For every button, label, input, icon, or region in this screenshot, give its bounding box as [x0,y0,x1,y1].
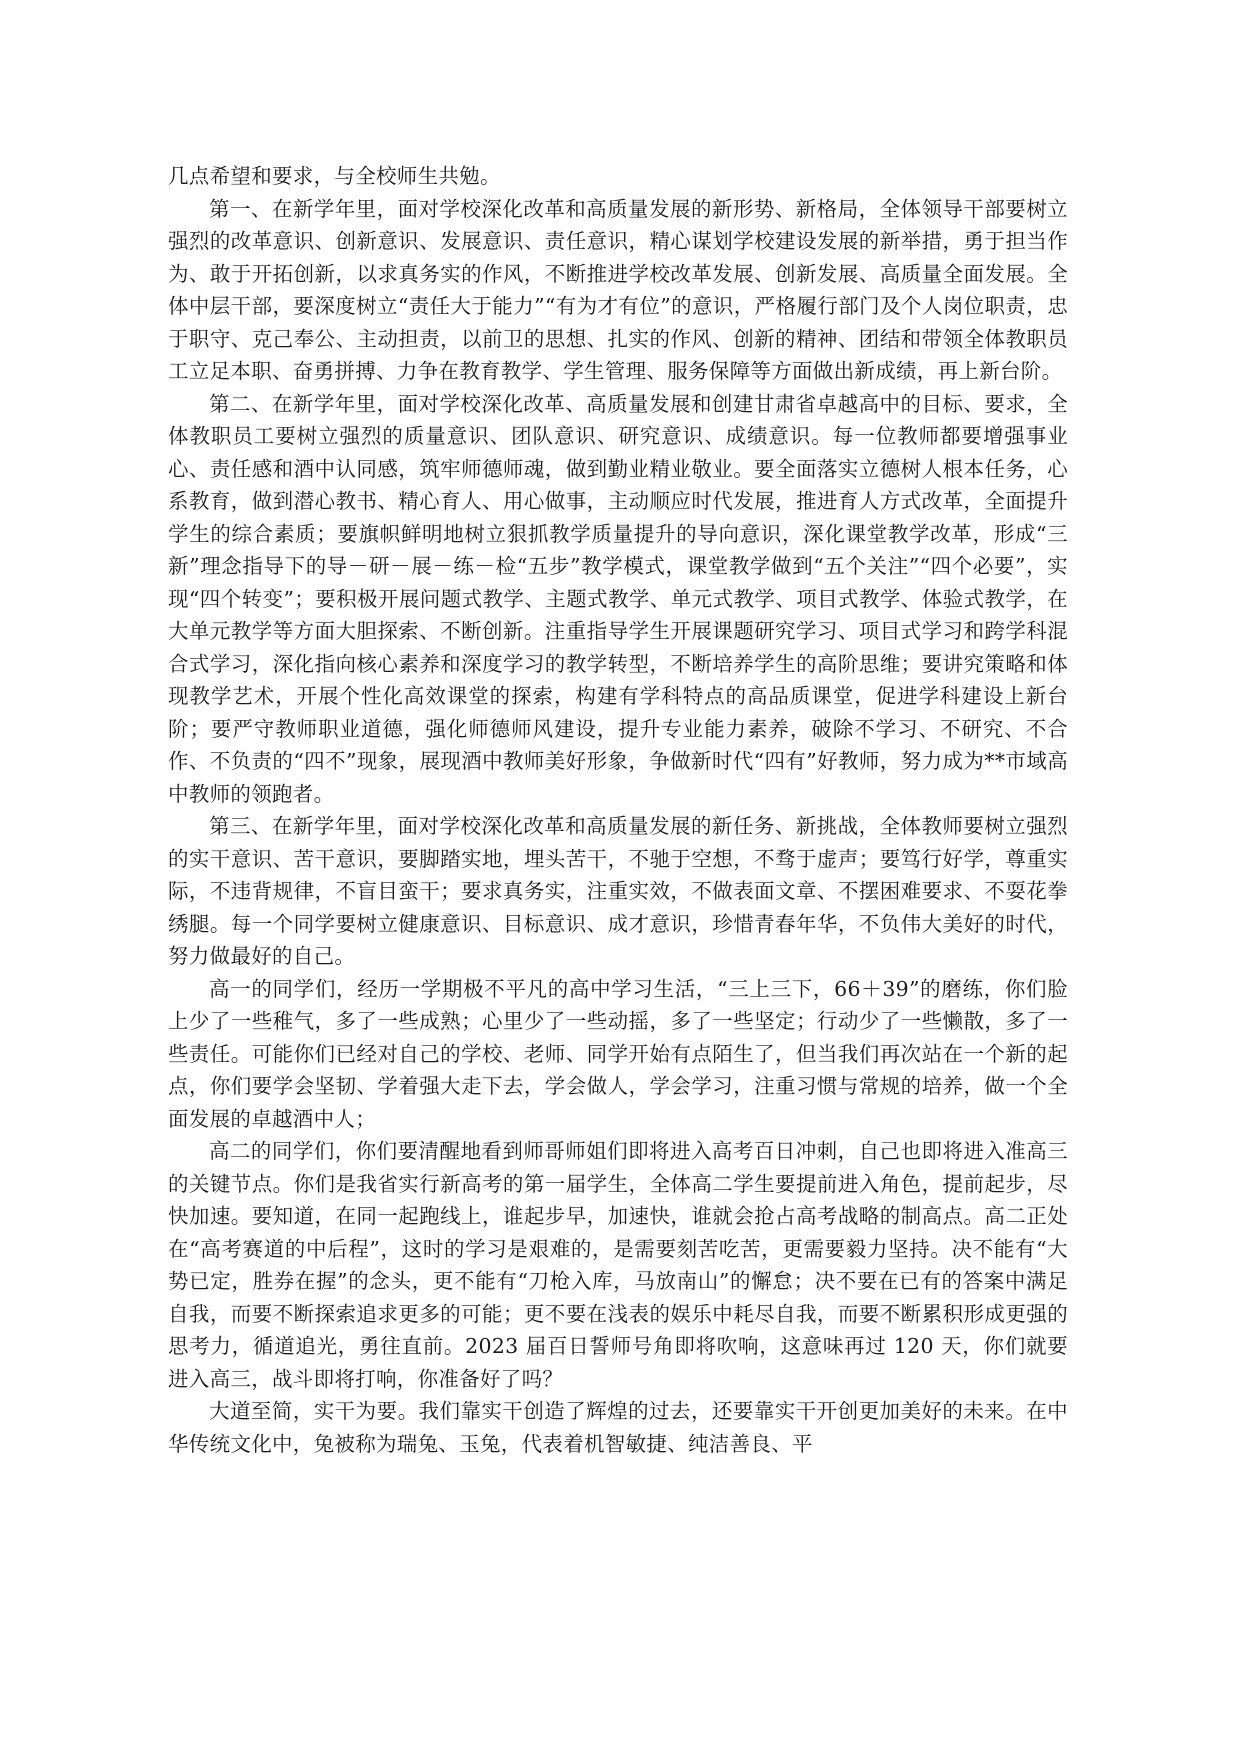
document-body [168,160,1068,1460]
paragraph-second: 第二、在新学年里，面对学校深化改革、高质量发展和创建甘肃省卓越高中的目标、要求，全体教职员工要树立强烈的质量意识、团队意识、研究意识、成绩意识。每一位教师都要增强事业心、责任感和酒中认同感，筑牢师德师魂，做到勤业精业敬业。要全面落实立德树人根本任务，心系教育，做到潜心教书、精心育人、用心做事，主动顺应时代发展，推进育人方式改革，全面提升学生的综合素质；要旗帜鲜明地树立狠抓教学质量提升的导向意识，深化课堂教学改革，形成“三新”理念指导下的导－研－展－练－检“五步”教学模式，课堂教学做到“五个关注”“四个必要”，实现“四个转变”；要积极开展问题式教学、主题式教学、单元式教学、项目式教学、体验式教学，在大单元教学等方面大胆探索、不断创新。注重指导学生开展课题研究学习、项目式学习和跨学科混合式学习，深化指向核心素养和深度学习的教学转型，不断培养学生的高阶思维；要讲究策略和体现教学艺术，开展个性化高效课堂的探索，构建有学科特点的高品质课堂，促进学科建设上新台阶；要严守教师职业道德，强化师德师风建设，提升专业能力素养，破除不学习、不研究、不合作、不负责的“四不”现象，展现酒中教师美好形象，争做新时代“四有”好教师，努力成为**市域高中教师的领跑者。 [168,391,1068,806]
paragraph-closing: 大道至简，实干为要。我们靠实干创造了辉煌的过去，还要靠实干开创更加美好的未来。在中华传统文化中，兔被称为瑞兔、玉兔，代表着机智敏捷、纯洁善良、平 [168,1399,1068,1456]
paragraph-grade-one: 高一的同学们，经历一学期极不平凡的高中学习生活，“三上三下，66＋39”的磨练，你们脸上少了一些稚气，多了一些成熟；心里少了一些动摇，多了一些坚定；行动少了一些懒散，多了一些责任。可能你们已经对自己的学校、老师、同学开始有点陌生了，但当我们再次站在一个新的起点，你们要学会坚韧、学着强大走下去，学会做人，学会学习，注重习惯与常规的培养，做一个全面发展的卓越酒中人； [168,976,1068,1131]
paragraph-grade-two: 高二的同学们，你们要清醒地看到师哥师姐们即将进入高考百日冲刺，自己也即将进入准高三的关键节点。你们是我省实行新高考的第一届学生，全体高二学生要提前进入角色，提前起步，尽快加速。要知道，在同一起跑线上，谁起步早，加速快，谁就会抢占高考战略的制高点。高二正处在“高考赛道的中后程”，这时的学习是艰难的，是需要刻苦吃苦，更需要毅力坚持。决不能有“大势已定，胜券在握”的念头，更不能有“刀枪入库，马放南山”的懈怠；决不要在已有的答案中满足自我，而要不断探索追求更多的可能；更不要在浅表的娱乐中耗尽自我，而要不断累积形成更强的思考力，循道追光，勇往直前。2023 届百日誓师号角即将吹响，这意味再过 120 天，你们就要进入高三，战斗即将打响，你准备好了吗？ [168,1139,1068,1391]
paragraph-first: 第一、在新学年里，面对学校深化改革和高质量发展的新形势、新格局，全体领导干部要树立强烈的改革意识、创新意识、发展意识、责任意识，精心谋划学校建设发展的新举措，勇于担当作为、敢于开拓创新，以求真务实的作风，不断推进学校改革发展、创新发展、高质量全面发展。全体中层干部，要深度树立“责任大于能力”“有为才有位”的意识，严格履行部门及个人岗位职责，忠于职守、克己奉公、主动担责，以前卫的思想、扎实的作风、创新的精神、团结和带领全体教职员工立足本职、奋勇拼搏、力争在教育教学、学生管理、服务保障等方面做出新成绩，再上新台阶。 [168,196,1068,383]
paragraph-third: 第三、在新学年里，面对学校深化改革和高质量发展的新任务、新挑战，全体教师要树立强烈的实干意识、苦干意识，要脚踏实地，埋头苦干，不驰于空想，不骛于虚声；要笃行好学，尊重实际，不违背规律，不盲目蛮干；要求真务实，注重实效，不做表面文章、不摆困难要求、不耍花拳绣腿。每一个同学要树立健康意识、目标意识、成才意识，珍惜青春年华，不负伟大美好的时代，努力做最好的自己。 [168,814,1068,968]
paragraph-intro: 几点希望和要求，与全校师生共勉。 [168,164,501,188]
